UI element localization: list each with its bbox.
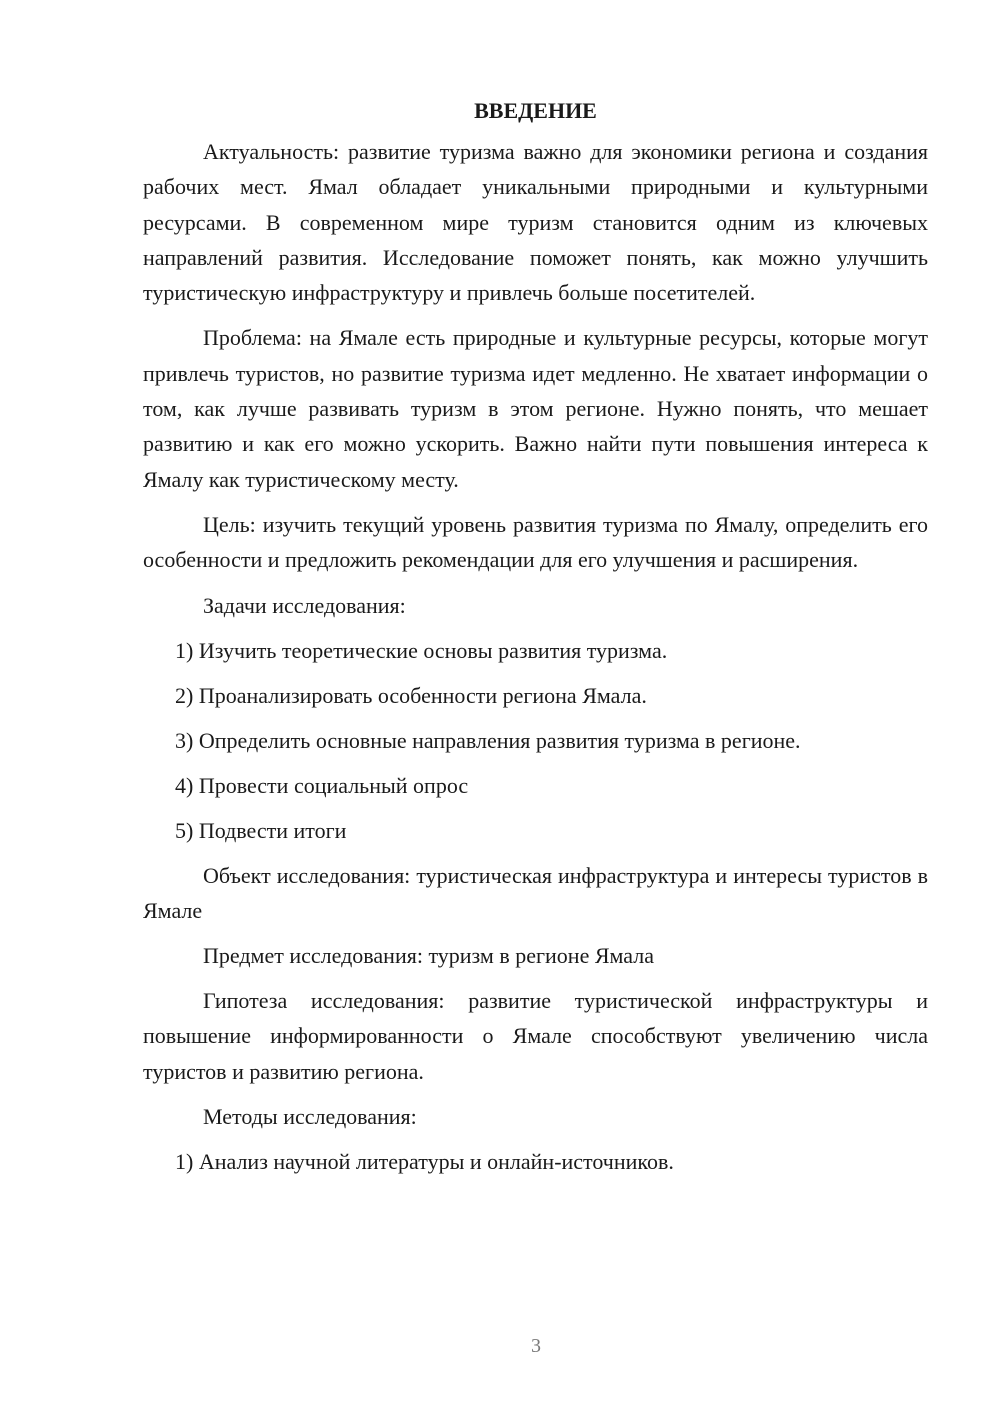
- list-item: 1) Анализ научной литературы и онлайн-источников.: [175, 1149, 674, 1175]
- tasks-heading: Задачи исследования:: [203, 592, 406, 618]
- goal-paragraph: Цель: изучить текущий уровень развития туризма по Ямалу, определить его особенности и предложить рекомендации для его улучшения и расширения.: [143, 511, 928, 573]
- methods-list: [143, 1144, 928, 1179]
- object-paragraph: Объект исследования: туристическая инфраструктура и интересы туристов в Ямале: [143, 862, 928, 923]
- page-title: ВВЕДЕНИЕ: [474, 98, 597, 123]
- list-item: 1) Изучить теоретические основы развития туризма.: [175, 637, 668, 663]
- problem-paragraph: Проблема: на Ямале есть природные и культурные ресурсы, которые могут привлечь туристов, но развитие туризма идет медленно. Не хватает информации о том, как лучше развивать туризм в этом регионе. Нужно понять, что мешает развитию и как его можно ускорить. Важно найти пути повышения интереса к Ямалу как туристическому месту.: [143, 325, 928, 492]
- tasks-list: [143, 633, 928, 848]
- page-number: 3: [531, 1335, 541, 1357]
- document-page: [143, 96, 928, 1189]
- relevance-paragraph: Актуальность: развитие туризма важно для экономики региона и создания рабочих мест. Ямал обладает уникальными природными и культурными ресурсами. В современном мире туризм становится одним из ключевых направлений развития. Исследование поможет понять, как можно улучшить туристическую инфраструктуру и привлечь больше посетителей.: [143, 139, 928, 306]
- subject-paragraph: Предмет исследования: туризм в регионе Ямала: [203, 943, 654, 969]
- list-item: 3) Определить основные направления развития туризма в регионе.: [175, 727, 801, 753]
- methods-heading: Методы исследования:: [203, 1104, 417, 1130]
- list-item: 5) Подвести итоги: [175, 817, 347, 843]
- list-item: 2) Проанализировать особенности региона Ямала.: [175, 682, 647, 708]
- list-item: 4) Провести социальный опрос: [175, 772, 469, 798]
- hypothesis-paragraph: Гипотеза исследования: развитие туристической инфраструктуры и повышение информированности о Ямале способствуют увеличению числа туристов и развитию региона.: [143, 988, 928, 1084]
